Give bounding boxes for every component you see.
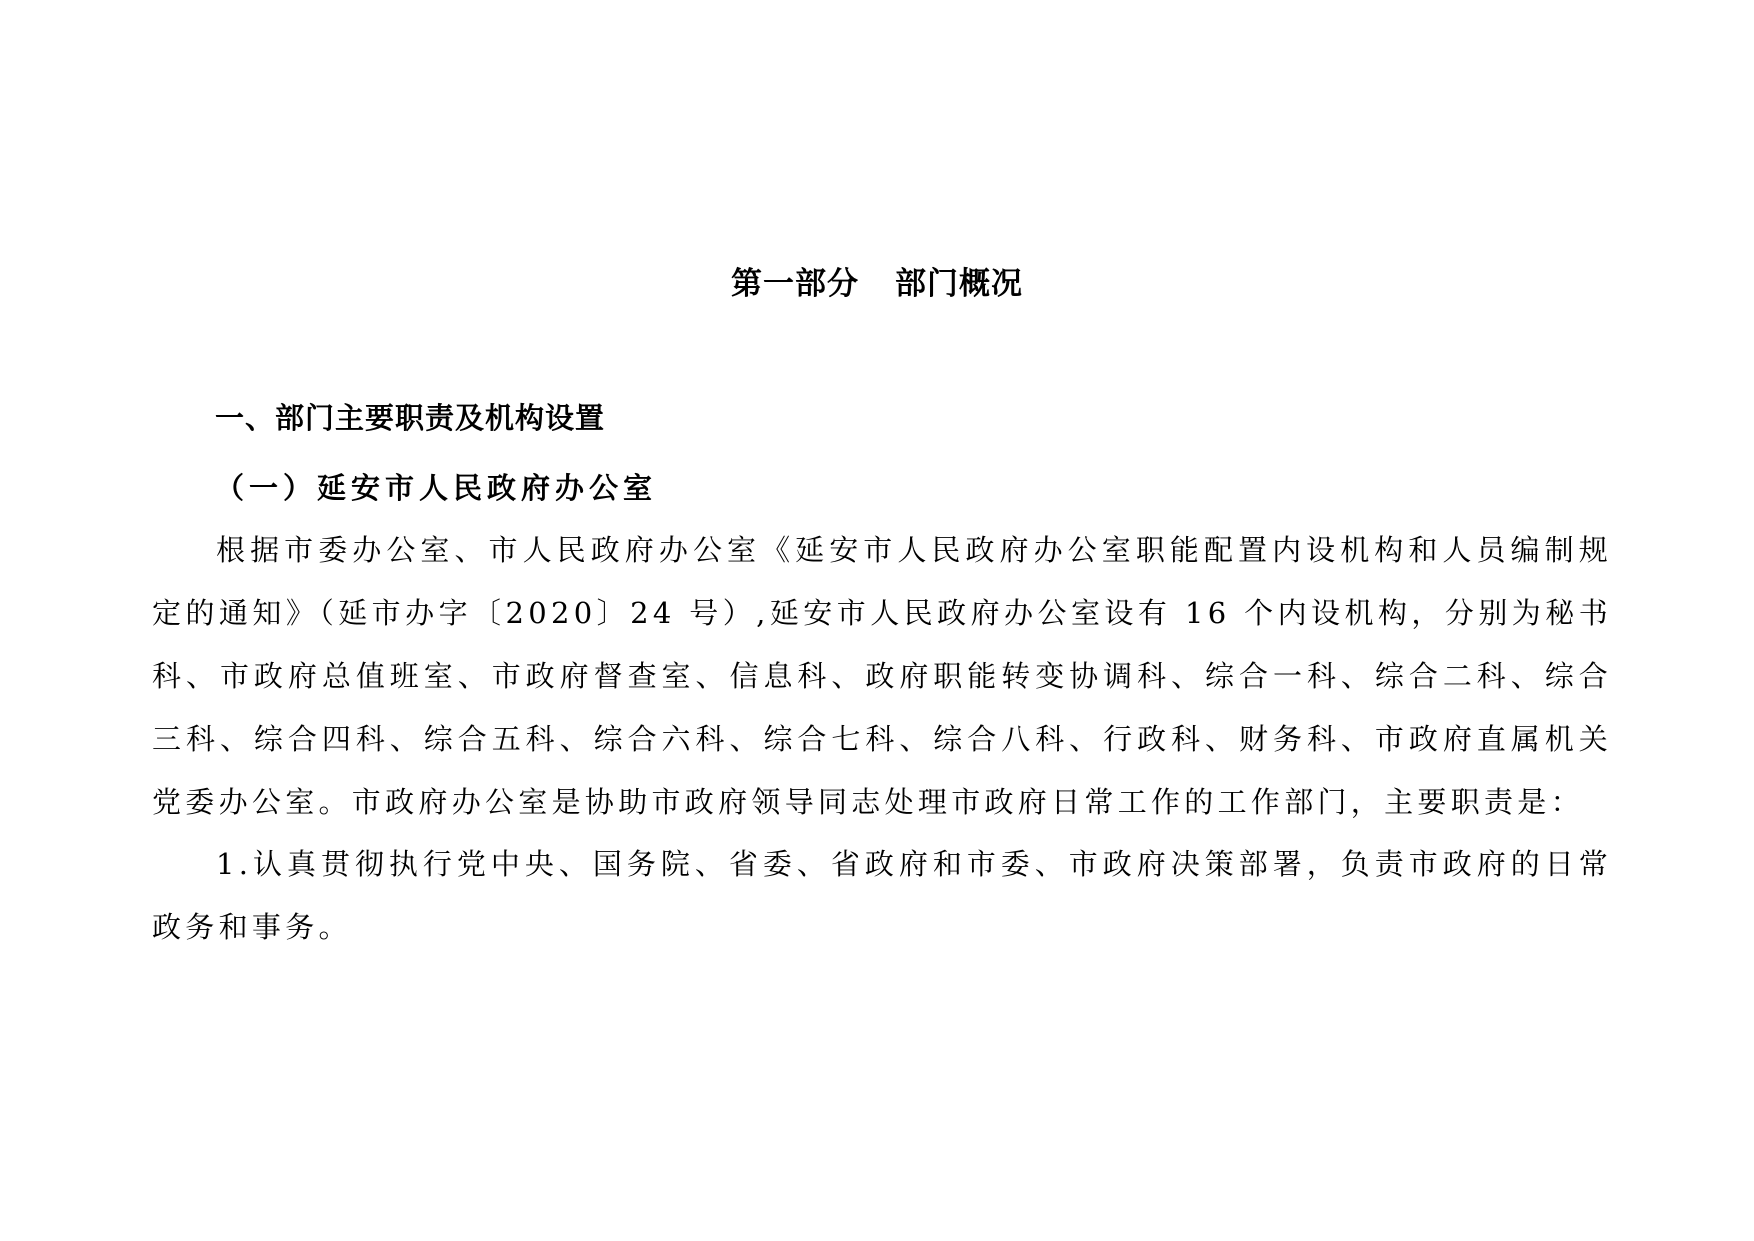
title-name: 部门概况 xyxy=(895,266,1023,302)
subsection-heading: （一）延安市人民政府办公室 xyxy=(215,471,658,505)
title-part: 第一部分 xyxy=(731,266,859,302)
body-paragraph-2: 1.认真贯彻执行党中央、国务院、省委、省政府和市委、市政府决策部署，负责市政府的日常政务和事务。 xyxy=(152,847,1612,944)
body-paragraph-1: 根据市委办公室、市人民政府办公室《延安市人民政府办公室职能配置内设机构和人员编制规定的通知》（延市办字〔2020〕24 号）,延安市人民政府办公室设有 16 个内设机构，分别为秘书科、市政府总值班室、市政府督查室、信息科、政府职能转变协调科、综合一科、综合二科、综合三科、综合四科、综合五科、综合六科、综合七科、综合八科、行政科、财务科、市政府直属机关党委办公室。市政府办公室是协助市政府领导同志处理市政府日常工作的工作部门，主要职责是： xyxy=(152,533,1612,819)
page-title xyxy=(0,262,1754,306)
section-heading: 一、部门主要职责及机构设置 xyxy=(215,401,606,435)
